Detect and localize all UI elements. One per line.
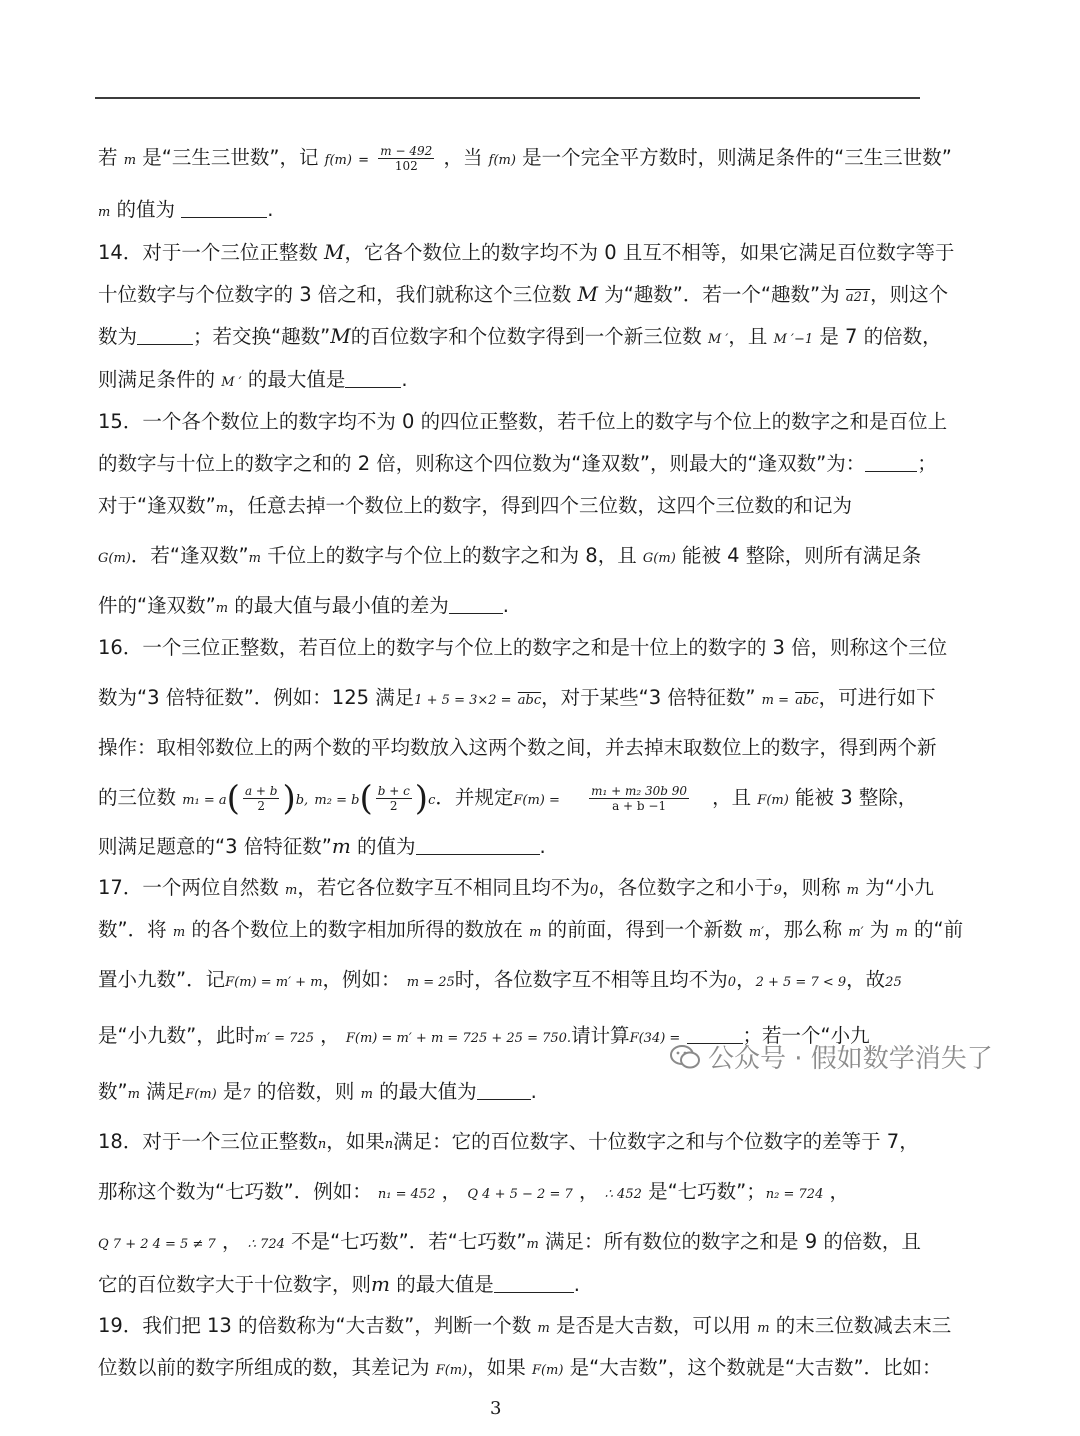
wechat-icon xyxy=(670,1044,700,1070)
text-line: 数”m 满足F(m) 是7 的倍数，则 m 的最大值为 . xyxy=(98,1080,537,1103)
text-line: 置小九数”．记F(m) = m′ + m，例如： m = 25时，各位数字互不相等且均不为0，2 + 5 = 7 < 9，故25 xyxy=(98,968,902,991)
text-line: 18．对于一个三位正整数n，如果n满足：它的百位数字、十位数字之和与个位数字的差等于 7， xyxy=(98,1130,919,1153)
text-line: 14．对于一个三位正整数 M，它各个数位上的数字均不为 0 且互不相等，如果它满足百位数字等于 xyxy=(98,240,955,264)
text-line: 的数字与十位上的数字之和的 2 倍，则称这个四位数为“逢双数”，则最大的“逢双数”为： ； xyxy=(98,452,937,475)
text-line: 数为“3 倍特征数”．例如：125 满足$1 + 5 = 3\times 2 = \overline{abc}$，对于某些“3 倍特征数” $m = \overline{abc}$，可进行如下 xyxy=(98,686,936,709)
text-line: 的三位数 m₁ = a( $\frac{a + b}{2}$ )b, m₂ = b( $\frac{b + c}{2}$ )c．并规定F(m) = $\frac{\text{m₁ + m₂ 30b 90}}{a + b -1}$ ，且 F(m) 能被 3 整除， xyxy=(98,778,918,819)
header-rule xyxy=(95,97,920,99)
text-line: 15．一个各个数位上的数字均不为 0 的四位正整数，若千位上的数字与个位上的数字之和是百位上 xyxy=(98,410,948,433)
text-line: 若 m 是“三生三世数”，记 f(m) = $\frac{m - 492}{102}$ ，当 f(m) 是一个完全平方数时，则满足条件的“三生三世数” xyxy=(98,144,952,173)
text-line: 数为 ；若交换“趣数”M的百位数字和个位数字得到一个新三位数 M ′，且 M ′−1 是 7 的倍数， xyxy=(98,324,942,348)
answer-blank[interactable] xyxy=(449,595,503,614)
text-line: Q 7 + 2 4 = 5 ≠ 7 ， ∴ 724 不是“七巧数”．若“七巧数”m 满足：所有数位的数字之和是 9 的倍数，且 xyxy=(98,1230,921,1253)
text-line: 它的百位数字大于十位数字，则m 的最大值是 . xyxy=(98,1272,580,1296)
text-line: 十位数字与个位数字的 3 倍之和，我们就称这个三位数 M 为“趣数”．若一个“趣数”为 a21，则这个 xyxy=(98,282,949,306)
text-line: G(m)．若“逢双数”m 千位上的数字与个位上的数字之和为 8，且 G(m) 能被 4 整除，则所有满足条 xyxy=(98,544,922,567)
text-line: 17．一个两位自然数 m，若它各位数字互不相同且均不为0，各位数字之和小于9，则称 m 为“小九 xyxy=(98,876,934,899)
text-line: 对于“逢双数”m，任意去掉一个数位上的数字，得到四个三位数，这四个三位数的和记为 xyxy=(98,494,853,517)
text-line: 是“小九数”，此时m′ = 725 ， F(m) = m′ + m = 725 + 25 = 750.请计算F(34) = ；若一个“小九 xyxy=(98,1024,870,1047)
answer-blank[interactable] xyxy=(345,369,401,388)
answer-blank[interactable] xyxy=(865,453,917,472)
answer-blank[interactable] xyxy=(494,1274,574,1293)
answer-blank[interactable] xyxy=(137,326,193,345)
text-line: 则满足条件的 M ′ 的最大值是 . xyxy=(98,368,408,391)
fraction: $\frac{m - 492}{102}$ xyxy=(380,144,433,173)
text-line: 19．我们把 13 的倍数称为“大吉数”，判断一个数 m 是否是大吉数，可以用 m 的末三位数减去末三 xyxy=(98,1314,952,1337)
text-line: 则满足题意的“3 倍特征数”m 的值为 . xyxy=(98,834,546,858)
answer-blank[interactable] xyxy=(416,836,540,855)
text-line: 那称这个数为“七巧数”．例如： n₁ = 452 ， Q 4 + 5 − 2 = 7 ， ∴ 452 是“七巧数”；n₂ = 724 ， xyxy=(98,1180,850,1203)
text-line: 操作：取相邻数位上的两个数的平均数放入这两个数之间，并去掉末取数位上的数字，得到两个新 xyxy=(98,736,937,759)
text-line: 位数以前的数字所组成的数，其差记为 F(m)，如果 F(m) 是“大吉数”，这个数就是“大吉数”．比如： xyxy=(98,1356,942,1379)
answer-blank[interactable] xyxy=(181,199,267,218)
fraction: $\frac{\text{m₁ + m₂ 30b 90}}{a + b -1}$ xyxy=(591,784,688,813)
watermark: 公众号 · 假如数学消失了 xyxy=(670,1038,993,1075)
text-line: 16．一个三位正整数，若百位上的数字与个位上的数字之和是十位上的数字的 3 倍，则称这个三位 xyxy=(98,636,948,659)
text-line: m 的值为 . xyxy=(98,198,274,221)
text-line: 数”．将 m 的各个数位上的数字相加所得的数放在 m 的前面，得到一个新数 m′，那么称 m′ 为 m 的“前 xyxy=(98,918,964,941)
text-line: 件的“逢双数”m 的最大值与最小值的差为 . xyxy=(98,594,509,617)
answer-blank[interactable] xyxy=(477,1081,531,1100)
page-number: 3 xyxy=(490,1398,502,1419)
